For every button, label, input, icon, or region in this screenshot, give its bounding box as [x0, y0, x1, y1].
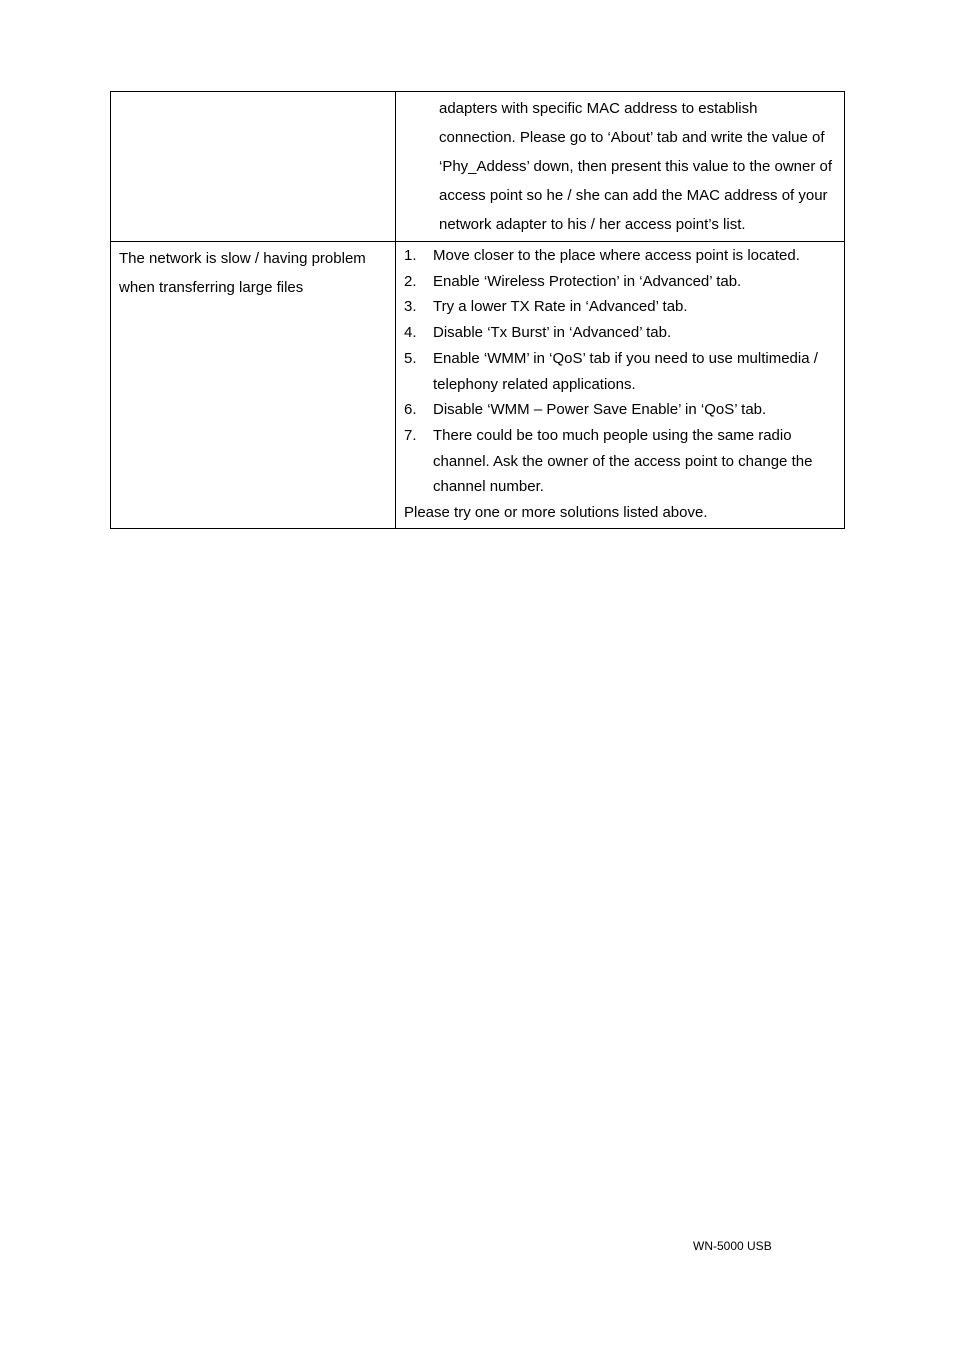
list-item-text: Disable ‘Tx Burst’ in ‘Advanced’ tab.: [433, 324, 672, 342]
problem-text: The network is slow / having problem when transferring large files: [119, 250, 366, 296]
solution-note: Please try one or more solutions listed above.: [404, 504, 708, 522]
footer-model-label: WN-5000 USB: [693, 1239, 772, 1253]
solution-list: [396, 243, 844, 500]
list-item: [396, 269, 844, 295]
list-item: [396, 320, 844, 346]
list-item-number: 2.: [404, 272, 417, 290]
list-item-text: Move closer to the place where access point is located.: [433, 247, 800, 264]
list-item-text: Disable ‘WMM – Power Save Enable’ in ‘QoS’ tab.: [433, 401, 767, 419]
table-row: [111, 242, 845, 529]
list-item-number: 6.: [404, 401, 417, 419]
list-item: [396, 294, 844, 320]
problem-cell: [111, 242, 396, 529]
list-item-text: Try a lower TX Rate in ‘Advanced’ tab.: [433, 298, 688, 316]
solution-continuation-text: adapters with specific MAC address to establish connection. Please go to ‘About’ tab and write the value of ‘Phy_Addess’ down, then present this value to the owner of access point so he / she can add the MAC address of your network adapter to his / her access point’s list.: [439, 100, 833, 233]
list-item: [396, 346, 844, 397]
problem-text: [111, 92, 395, 96]
list-item-number: 3.: [404, 298, 417, 316]
list-item-text: Enable ‘Wireless Protection’ in ‘Advanced’ tab.: [433, 272, 742, 290]
list-item-text: Enable ‘WMM’ in ‘QoS’ tab if you need to use multimedia / telephony related applications.: [433, 349, 818, 393]
table-row: [111, 92, 845, 242]
solution-cell: [396, 92, 845, 242]
list-item: [396, 423, 844, 500]
problem-cell: [111, 92, 396, 242]
list-item-number: 1.: [404, 247, 417, 264]
list-item-number: 4.: [404, 324, 417, 342]
list-item: [396, 397, 844, 423]
troubleshooting-table: [110, 91, 845, 529]
list-item-number: 7.: [404, 426, 417, 444]
list-item: [396, 243, 844, 269]
list-item-number: 5.: [404, 349, 417, 367]
list-item-text: There could be too much people using the same radio channel. Ask the owner of the access point to change the channel number.: [433, 426, 813, 496]
solution-cell: [396, 242, 845, 529]
